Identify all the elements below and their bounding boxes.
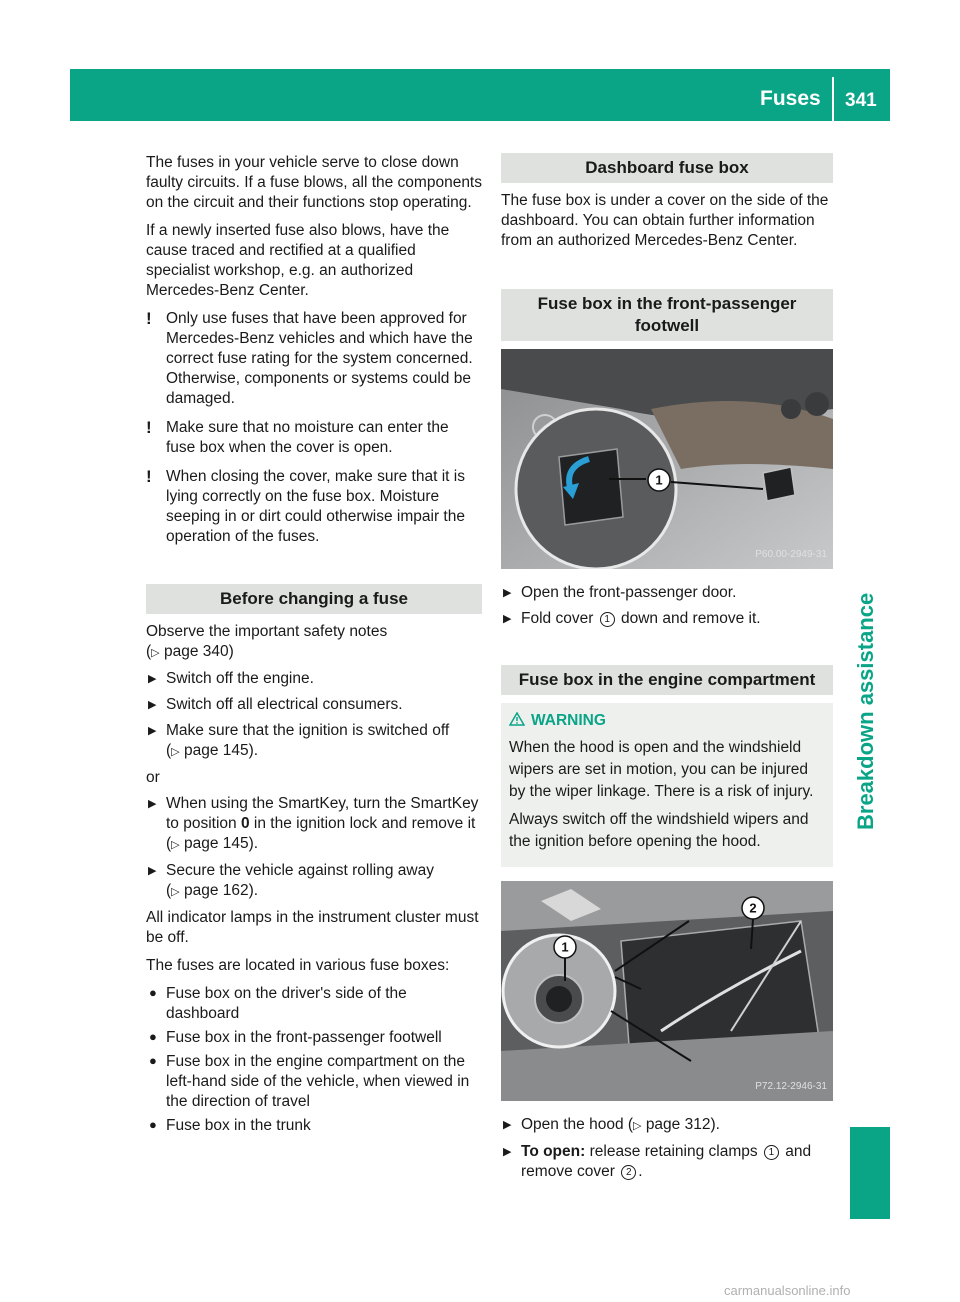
step-remove-cover: ▶ To open: release retaining clamps 1 and remove cover 2 . [503,1143,812,1180]
step-engine-off: ▶ Switch off the engine. [148,670,314,687]
caution-note-text: When closing the cover, make sure that it is lying correctly on the fuse box. Moisture seeping in or dirt could otherwise impair the operation of the fuses. [166,468,465,545]
step-ignition-off: ▶ Make sure that the ignition is switched off (▷ page 145). [148,722,450,759]
side-tab-label: Breakdown assistance [853,592,878,830]
step-arrow-icon: ▶ [148,798,157,810]
footwell-illustration [501,349,833,569]
warning-text-1: When the hood is open and the windshield wipers are set in motion, you can be injured by the wiper linkage. There is a risk of injury. [509,739,814,800]
to-open-label: To open: [521,1143,586,1160]
step-arrow-icon: ▶ [148,725,157,737]
callout-2-label: 2 [749,900,757,916]
page-number: 341 [845,90,877,111]
side-tab-block [850,1127,890,1219]
page-ref-link[interactable]: page 145). [183,835,259,852]
figure-code: P60.00-2949-31 [755,549,827,560]
step-open-door: ▶ Open the front-passenger door. [503,584,737,601]
step-arrow-icon: ▶ [503,613,512,625]
page-ref-link[interactable]: page 162). [183,882,259,899]
intro-paragraph-2: If a newly inserted fuse also blows, have the cause traced and rectified at a qualified specialist workshop, e.g. an authorized Mercedes-Benz Center. [146,222,450,299]
page-ref-link[interactable]: page 312). [645,1116,720,1133]
located-paragraph: The fuses are located in various fuse boxes: [146,957,450,974]
step-open-hood: ▶ Open the hood (▷ page 312). [503,1116,720,1133]
page-ref-link[interactable]: page 145). [183,742,259,759]
page-ref-icon: ▷ [171,839,180,851]
callout-1-label: 1 [655,472,663,488]
page-ref-icon: ▷ [151,647,160,659]
page-ref-link[interactable]: page 340) [163,643,234,660]
section-heading-engine: Fuse box in the engine compartment [501,665,833,695]
list-item: ● Fuse box in the engine compartment on the left-hand side of the vehicle, when viewed in the direction of travel [149,1053,470,1110]
section-heading-before-changing: Before changing a fuse [146,584,482,614]
list-item: ● Fuse box in the front-passenger footwell [149,1029,442,1046]
list-item: ● Fuse box in the trunk [149,1117,311,1134]
section-heading-footwell: Fuse box in the front-passenger footwell [501,289,833,341]
bullet-icon: ● [149,1053,157,1068]
bullet-icon: ● [149,985,157,1000]
engine-figure [501,881,833,1101]
left-column [146,153,482,1140]
warning-title: WARNING [531,712,606,729]
dashboard-paragraph: The fuse box is under a cover on the side of the dashboard. You can obtain further information from an authorized Mercedes-Benz Center. [501,192,829,249]
engine-illustration [501,881,833,1101]
page-ref-icon: ▷ [171,886,180,898]
warning-triangle-icon [509,712,525,726]
safety-notes-reference: Observe the important safety notes (▷ page 340) [146,623,388,660]
callout-2-badge: 2 [621,1165,636,1180]
caution-note-1 [146,309,482,409]
key-position: 0 [240,815,250,832]
bullet-icon: ● [149,1117,157,1132]
section-heading-dashboard: Dashboard fuse box [501,153,833,183]
callout-1-badge: 1 [600,612,615,627]
watermark: carmanualsonline.info [724,1283,851,1298]
caution-note-text: Make sure that no moisture can enter the fuse box when the cover is open. [166,419,449,456]
safety-notes-text: Observe the important safety notes [146,623,388,640]
figure-code: P72.12-2946-31 [755,1081,827,1092]
header-divider [832,77,834,121]
exclamation-icon: ! [146,418,152,437]
step-smartkey: ▶ When using the SmartKey, turn the SmartKey to position 0 in the ignition lock and remove it (▷ page 145). [148,795,479,852]
warning-text-2: Always switch off the windshield wipers and the ignition before opening the hood. [509,811,809,850]
warning-box [501,703,833,867]
page-ref-icon: ▷ [633,1120,642,1132]
callout-1-badge: 1 [764,1145,779,1160]
step-arrow-icon: ▶ [148,699,157,711]
indicator-paragraph: All indicator lamps in the instrument cluster must be off. [146,909,479,946]
step-arrow-icon: ▶ [503,1146,512,1158]
step-fold-cover: ▶ Fold cover 1 down and remove it. [503,610,761,627]
caution-note-3 [146,467,482,547]
step-arrow-icon: ▶ [148,673,157,685]
step-consumers-off: ▶ Switch off all electrical consumers. [148,696,403,713]
caution-note-text: Only use fuses that have been approved for Mercedes-Benz vehicles and which have the correct fuse rating for the system concerned. Otherwise, components or systems could be damaged. [166,310,473,407]
bullet-icon: ● [149,1029,157,1044]
step-secure-vehicle: ▶ Secure the vehicle against rolling away (▷ page 162). [148,862,434,899]
step-arrow-icon: ▶ [503,1119,512,1131]
chapter-title: Fuses [760,87,821,110]
step-arrow-icon: ▶ [148,865,157,877]
callout-1-label: 1 [561,939,569,955]
exclamation-icon: ! [146,467,152,486]
step-arrow-icon: ▶ [503,587,512,599]
warning-header [509,711,827,731]
list-item: ● Fuse box on the driver's side of the dashboard [149,985,407,1022]
intro-paragraph-1: The fuses in your vehicle serve to close down faulty circuits. If a fuse blows, all the components on the circuit and their functions stop operating. [146,154,482,211]
caution-note-2 [146,418,482,458]
exclamation-icon: ! [146,309,152,328]
or-text: or [146,769,160,786]
page-ref-icon: ▷ [171,746,180,758]
footwell-figure [501,349,833,569]
right-column [501,153,833,1188]
